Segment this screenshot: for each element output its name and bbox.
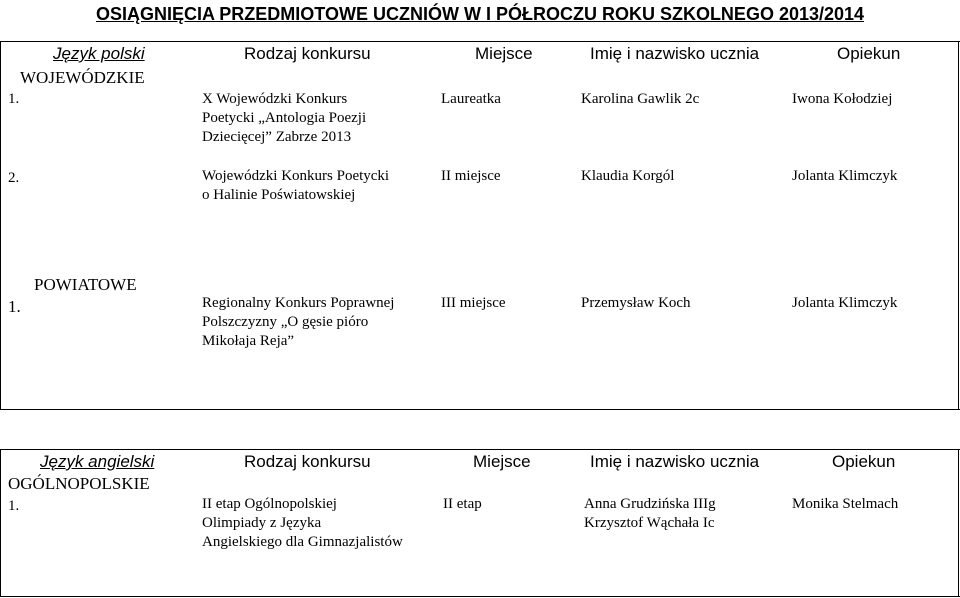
- place-header: Miejsce: [475, 44, 533, 63]
- place-value: Laureatka: [441, 91, 501, 107]
- contest-name-line: X Wojewódzki Konkurs: [202, 91, 348, 107]
- table-header: [0, 450, 960, 472]
- row-number: 2.: [8, 170, 20, 186]
- polish-achievements-table: [0, 41, 960, 410]
- row-number: 1.: [8, 91, 20, 107]
- row-number: 1.: [8, 498, 20, 514]
- contest-name-line: Poetycki „Antologia Poezji: [202, 110, 367, 126]
- contest-name: [202, 495, 403, 552]
- subject-header: Język angielski: [40, 452, 155, 471]
- tutor-name: Monika Stelmach: [792, 496, 899, 512]
- contest-name-line: Polszczyzny „O gęsie pióro: [202, 314, 369, 330]
- student-name: Anna Grudzińska IIIg: [584, 496, 716, 512]
- tutor-name: Jolanta Klimczyk: [792, 295, 898, 311]
- place-value: III miejsce: [441, 295, 506, 311]
- place-value: II miejsce: [441, 168, 501, 184]
- student-name: Karolina Gawlik 2c: [581, 91, 700, 107]
- contest-name-line: Angielskiego dla Gimnazjalistów: [202, 534, 403, 550]
- english-achievements-table: [0, 449, 960, 597]
- subject-header: Język polski: [53, 44, 145, 63]
- contest-name-line: Olimpiady z Języka: [202, 515, 322, 531]
- contest-name-line: o Halinie Poświatowskiej: [202, 187, 356, 203]
- student-header: Imię i nazwisko ucznia: [590, 44, 760, 63]
- contest-name-line: Regionalny Konkurs Poprawnej: [202, 295, 395, 311]
- student-name: Przemysław Koch: [581, 295, 691, 311]
- table-left-border: [0, 42, 1, 409]
- student-names: [584, 495, 716, 533]
- contest-name: [202, 294, 394, 351]
- contest-name-line: Mikołaja Reja”: [202, 333, 295, 349]
- student-name: Krzysztof Wąchała Ic: [584, 515, 715, 531]
- level-heading: OGÓLNOPOLSKIE: [8, 474, 150, 493]
- document-title: OSIĄGNIĘCIA PRZEDMIOTOWE UCZNIÓW W I PÓŁROCZU ROKU SZKOLNEGO 2013/2014: [95, 4, 865, 24]
- contest-type-header: Rodzaj konkursu: [244, 452, 371, 471]
- row-number: 1.: [8, 297, 21, 316]
- tutor-name: Jolanta Klimczyk: [792, 168, 898, 184]
- tutor-name: Iwona Kołodziej: [792, 91, 893, 107]
- level-heading: POWIATOWE: [34, 275, 137, 294]
- contest-name: [202, 90, 366, 147]
- contest-name-line: Wojewódzki Konkurs Poetycki: [202, 168, 390, 184]
- student-name: Klaudia Korgól: [581, 168, 675, 184]
- contest-type-header: Rodzaj konkursu: [244, 44, 371, 63]
- table-header: [0, 42, 960, 64]
- contest-name-line: Dziecięcej” Zabrze 2013: [202, 129, 352, 145]
- student-header: Imię i nazwisko ucznia: [590, 452, 760, 471]
- contest-name-line: II etap Ogólnopolskiej: [202, 496, 337, 512]
- tutor-header: Opiekun: [832, 452, 896, 471]
- tutor-header: Opiekun: [837, 44, 901, 63]
- place-value: II etap: [443, 496, 482, 512]
- level-heading: WOJEWÓDZKIE: [20, 68, 145, 87]
- table-right-border: [958, 42, 959, 409]
- contest-name: [202, 167, 389, 205]
- place-header: Miejsce: [473, 452, 531, 471]
